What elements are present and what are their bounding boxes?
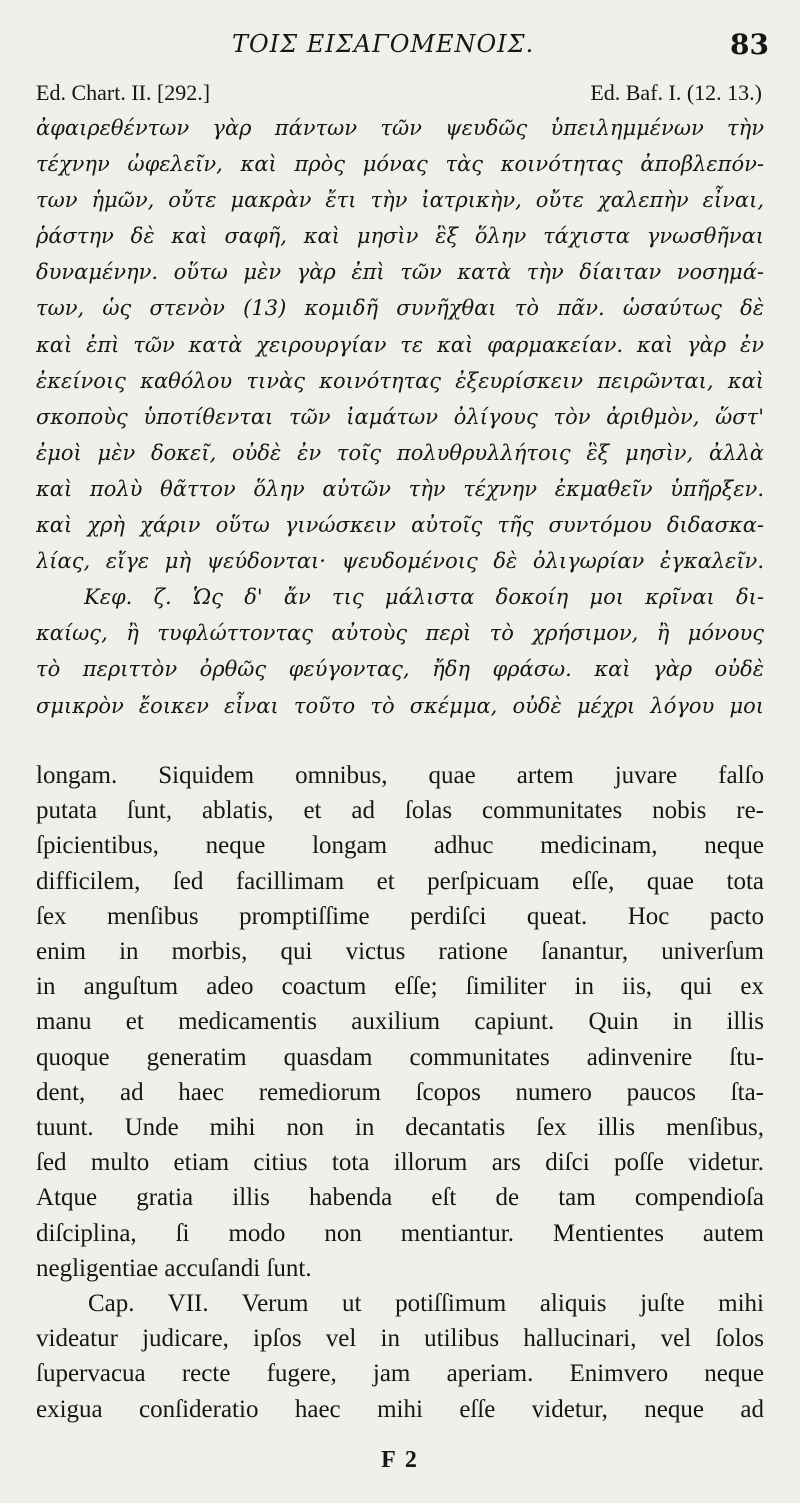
latin-line: enim in morbis, qui victus ratione ſanantur, univerſum — [36, 938, 764, 966]
latin-line: ſpicientibus, neque longam adhuc medicinam, neque — [36, 832, 764, 860]
greek-text-block — [36, 110, 764, 724]
latin-line: difficilem, ſed facillimam et perſpicuam eſſe, quae tota — [36, 867, 764, 895]
latin-line: in anguſtum adeo coactum eſſe; ſimiliter in iis, qui ex — [36, 973, 764, 1001]
greek-line: σμικρὸν ἔοικεν εἶναι τοῦτο τὸ σκέμμα, οὐδὲ μέχρι λόγου μοι — [36, 693, 764, 718]
latin-line: tuunt. Unde mihi non in decantatis ſex illis menſibus, — [36, 1114, 764, 1142]
greek-line: ἀφαιρεθέντων γὰρ πάντων τῶν ψευδῶς ὑπειλημμένων τὴν — [36, 116, 764, 140]
greek-line: τὸ περιττὸν ὀρθῶς φεύγοντας, ἤδη φράσω. καὶ γὰρ οὐδὲ — [36, 657, 764, 682]
edition-basel-reference: Ed. Baf. I. (12. 13.) — [590, 80, 762, 105]
latin-line: ſed multo etiam citius tota illorum ars diſci poſſe videtur. — [36, 1149, 764, 1177]
latin-line: videatur judicare, ipſos vel in utilibus hallucinari, vel ſolos — [36, 1325, 764, 1353]
page-number: 83 — [730, 28, 769, 61]
edition-chartier-reference: Ed. Chart. II. [292.] — [36, 80, 211, 105]
greek-chapter-heading-line: Κεφ. ζ. Ὡς δ' ἄν τις μάλιστα δοκοίη μοι κρῖναι δι- — [84, 585, 764, 610]
running-head — [0, 30, 800, 60]
greek-line: σκοποὺς ὑποτίθενται τῶν ἰαμάτων ὀλίγους τὸν ἀριθμὸν, ὥστ' — [36, 404, 764, 429]
latin-line: exigua conſideratio haec mihi eſſe videtur, neque ad — [36, 1395, 764, 1423]
greek-line: τέχνην ὠφελεῖν, καὶ πρὸς μόνας τὰς κοινότητας ἀποβλεπόν- — [36, 152, 764, 177]
latin-text-block — [36, 758, 764, 1427]
greek-line: δυναμένην. οὕτω μὲν γὰρ ἐπὶ τῶν κατὰ τὴν δίαιταν νοσημά- — [36, 260, 764, 285]
greek-line: καὶ χρὴ χάριν οὕτω γινώσκειν αὐτοῖς τῆς συντόμου διδασκα- — [36, 513, 764, 538]
greek-line: καὶ πολὺ θᾶττον ὅλην αὐτῶν τὴν τέχνην ἐκμαθεῖν ὑπῆρξεν. — [36, 476, 764, 501]
greek-line: ῥάστην δὲ καὶ σαφῆ, καὶ μησὶν ἓξ ὅλην τάχιστα γνωσθῆναι — [36, 224, 764, 249]
latin-paragraph-end-line: negligentiae accuſandi ſunt. — [36, 1254, 312, 1282]
latin-line: ſupervacua recte fugere, jam aperiam. Enimvero neque — [36, 1360, 764, 1388]
greek-line: ἐμοὶ μὲν δοκεῖ, οὐδὲ ἐν τοῖς πολυθρυλλήτοις ἓξ μησὶν, ἀλλὰ — [36, 440, 764, 465]
latin-line: longam. Siquidem omnibus, quae artem juvare falſo — [36, 762, 764, 789]
running-title: ΤΟΙΣ ΕΙΣΑΓΟΜΕΝΟΙΣ. — [232, 30, 535, 58]
latin-line: diſciplina, ſi modo non mentiantur. Mentientes autem — [36, 1219, 764, 1247]
signature-mark: F 2 — [381, 1447, 419, 1473]
greek-line: των ἡμῶν, οὔτε μακρὰν ἔτι τὴν ἰατρικὴν, οὔτε χαλεπὴν εἶναι, — [36, 188, 764, 213]
greek-line: ἐκείνοις καθόλου τινὰς κοινότητας ἐξευρίσκειν πειρῶνται, καὶ — [36, 368, 764, 393]
latin-line: putata ſunt, ablatis, et ad ſolas communitates nobis re- — [36, 797, 764, 825]
greek-line: λίας, εἴγε μὴ ψεύδονται· ψευδομένοις δὲ ὀλιγωρίαν ἐγκαλεῖν. — [36, 549, 764, 574]
latin-chapter-heading-line: Cap. VII. Verum ut potiſſimum aliquis juſte mihi — [88, 1290, 764, 1318]
latin-line: manu et medicamentis auxilium capiunt. Quin in illis — [36, 1008, 764, 1036]
greek-line: των, ὡς στενὸν (13) κομιδῆ συνῆχθαι τὸ πᾶν. ὡσαύτως δὲ — [36, 296, 764, 321]
greek-line: καὶ ἐπὶ τῶν κατὰ χειρουργίαν τε καὶ φαρμακείαν. καὶ γὰρ ἐν — [36, 332, 764, 357]
latin-line: ſex menſibus promptiſſime perdiſci queat. Hoc pacto — [36, 902, 764, 930]
latin-line: quoque generatim quasdam communitates adinvenire ſtu- — [36, 1043, 764, 1071]
latin-line: dent, ad haec remediorum ſcopos numero paucos ſta- — [36, 1078, 764, 1106]
greek-line: καίως, ἢ τυφλώττοντας αὐτοὺς περὶ τὸ χρήσιμον, ἢ μόνους — [36, 621, 764, 646]
latin-line: Atque gratia illis habenda eſt de tam compendioſa — [36, 1184, 764, 1212]
edition-references — [0, 80, 800, 108]
